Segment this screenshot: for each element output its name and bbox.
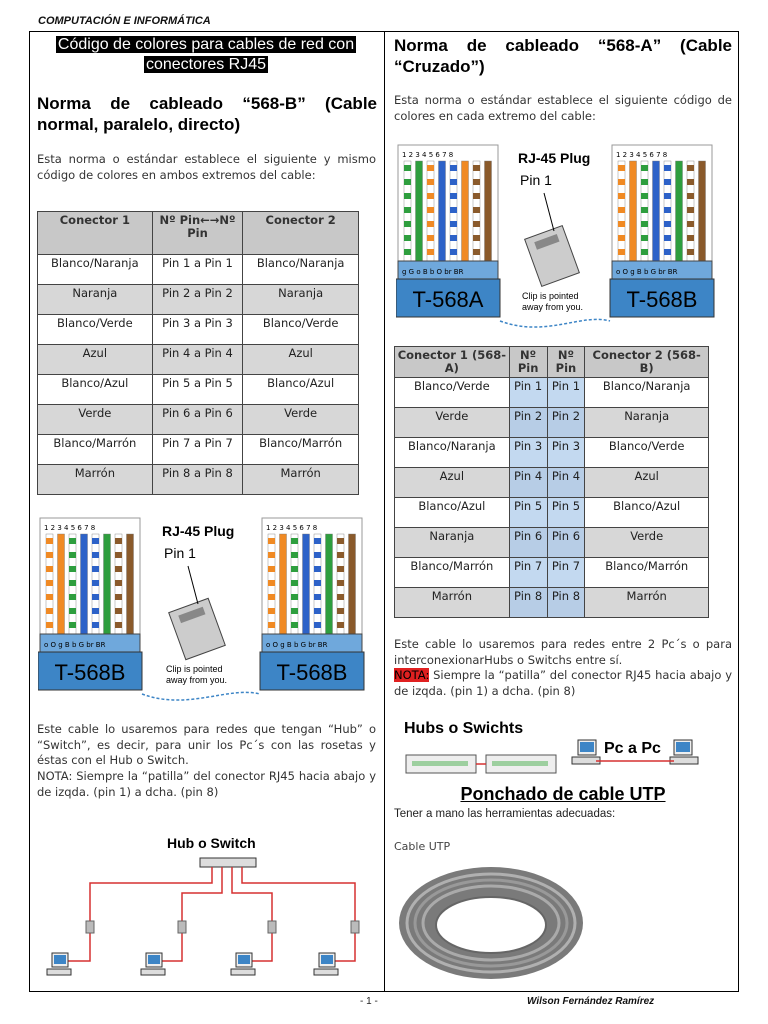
wall-jack [86, 921, 94, 933]
table-cell: Verde [243, 405, 359, 435]
title-banner [38, 35, 374, 75]
document-header: COMPUTACIÓN E INFORMÁTICA [38, 15, 211, 27]
wire-stripe [314, 566, 321, 572]
table-cell: Pin 8 [547, 588, 585, 618]
intro-568b: Esta norma o estándar establece el siguiente y mismo código de colores en ambos extremos del cable: [37, 152, 376, 182]
wire-stripe [664, 249, 671, 255]
table-row [38, 435, 359, 465]
wire-stripe [427, 207, 434, 213]
table-cell: Azul [585, 468, 709, 498]
wire-stripe [46, 608, 53, 614]
pc-icon [670, 740, 698, 764]
plug-title: RJ-45 Plug [518, 150, 591, 166]
author-name: Wilson Fernández Ramírez [527, 996, 655, 1007]
nota-568b: NOTA: Siempre la “patilla” del conector RJ45 hacia abajo y de izqda. (pin 1) a dcha. (pin 8) [37, 769, 376, 799]
wire-stripe [664, 221, 671, 227]
standard-label: T-568B [276, 660, 348, 685]
table-cell: Verde [395, 408, 510, 438]
table-cell: Blanco/Azul [38, 375, 153, 405]
table-cell: Blanco/Marrón [243, 435, 359, 465]
wire-stripe [92, 608, 99, 614]
plug-icon [525, 193, 580, 286]
wire-stripe [427, 221, 434, 227]
table-cell: Blanco/Verde [585, 438, 709, 468]
page-number: - 1 - [360, 996, 378, 1007]
table-cell: Blanco/Marrón [585, 558, 709, 588]
table-row [38, 345, 359, 375]
table-cell: Pin 4 [509, 468, 547, 498]
pin-numbers: 1 2 3 4 5 6 7 8 [616, 151, 668, 159]
wire-stripe [46, 538, 53, 544]
right-connector [610, 145, 714, 317]
table-cell: Blanco/Naranja [243, 255, 359, 285]
network-links [68, 867, 355, 961]
table-cell: Pin 7 [547, 558, 585, 588]
table-cell: Pin 3 a Pin 3 [152, 315, 243, 345]
pc-icon [231, 953, 255, 975]
pin-numbers: 1 2 3 4 5 6 7 8 [44, 524, 96, 532]
table-cell: Marrón [585, 588, 709, 618]
crossover-use-diagram [400, 713, 730, 793]
table-cell: Naranja [243, 285, 359, 315]
wire-stripe [69, 622, 76, 628]
wire-strand [104, 534, 111, 634]
wire-stripe [268, 622, 275, 628]
left-connector [38, 518, 142, 690]
table-cell: Blanco/Verde [395, 378, 510, 408]
standard-label: T-568B [626, 287, 698, 312]
wire-stripe [427, 165, 434, 171]
wire-stripe [115, 580, 122, 586]
wire-stripe [291, 580, 298, 586]
cable-line [142, 692, 260, 700]
wire-stripe [115, 552, 122, 558]
wire-stripe [427, 193, 434, 199]
wire-stripe [618, 249, 625, 255]
wire-stripe [641, 221, 648, 227]
wire-stripe [314, 608, 321, 614]
wire-strand [349, 534, 356, 634]
wire-stripe [404, 165, 411, 171]
table-cell: Blanco/Azul [585, 498, 709, 528]
table-cell: Blanco/Verde [38, 315, 153, 345]
wire-stripe [687, 165, 694, 171]
pin-numbers: 1 2 3 4 5 6 7 8 [402, 151, 454, 159]
table-header: Nº Pin [509, 347, 547, 378]
wire-stripe [337, 608, 344, 614]
wire-stripe [473, 193, 480, 199]
table-header: Nº Pin [547, 347, 585, 378]
wire-stripe [404, 249, 411, 255]
table-row [395, 408, 709, 438]
wire-stripe [618, 193, 625, 199]
table-cell: Blanco/Azul [395, 498, 510, 528]
wire-stripe [268, 566, 275, 572]
wire-stripe [314, 580, 321, 586]
clip-note: Clip is pointed [166, 664, 223, 674]
wire-stripe [92, 566, 99, 572]
table-header: Conector 2 (568-B) [585, 347, 709, 378]
nota-text: Siempre la “patilla” del conector RJ45 hacia abajo y de izqda. (pin 1) a dcha. (pin 8) [394, 668, 732, 698]
wire-stripe [404, 207, 411, 213]
table-cell: Blanco/Marrón [38, 435, 153, 465]
table-cell: Pin 8 a Pin 8 [152, 465, 243, 495]
table-cell: Pin 5 a Pin 5 [152, 375, 243, 405]
wire-stripe [115, 594, 122, 600]
table-cell: Marrón [395, 588, 510, 618]
wire-strand [439, 161, 446, 261]
table-cell: Pin 2 a Pin 2 [152, 285, 243, 315]
wire-codes: o O g B b G br BR [616, 268, 678, 276]
table-cell: Blanco/Naranja [585, 378, 709, 408]
table-cell: Pin 8 [509, 588, 547, 618]
wire-stripe [291, 622, 298, 628]
pin-numbers: 1 2 3 4 5 6 7 8 [266, 524, 318, 532]
ponchado-title: Ponchado de cable UTP [460, 784, 666, 804]
wire-strand [462, 161, 469, 261]
wire-stripe [314, 594, 321, 600]
standard-label: T-568A [412, 287, 484, 312]
wire-strand [699, 161, 706, 261]
wire-stripe [473, 235, 480, 241]
table-cell: Azul [395, 468, 510, 498]
wire-stripe [473, 249, 480, 255]
wall-jack [268, 921, 276, 933]
wire-stripe [687, 221, 694, 227]
pc-icon [141, 953, 165, 975]
wire-stripe [687, 235, 694, 241]
wall-jack [351, 921, 359, 933]
wire-stripe [69, 580, 76, 586]
pin-table-568b [37, 211, 359, 495]
wire-strand [81, 534, 88, 634]
wire-stripe [450, 179, 457, 185]
wire-stripe [641, 235, 648, 241]
table-header: Conector 2 [243, 212, 359, 255]
table-cell: Pin 6 [547, 528, 585, 558]
wire-stripe [618, 221, 625, 227]
wire-stripe [337, 566, 344, 572]
wire-stripe [337, 538, 344, 544]
nota-label: NOTA: [394, 668, 430, 682]
table-cell: Naranja [585, 408, 709, 438]
table-row [38, 315, 359, 345]
heading-568b: Norma de cableado “568-B” (Cable normal, paralelo, directo) [37, 94, 377, 134]
clip-note: away from you. [522, 302, 584, 312]
wire-stripe [92, 538, 99, 544]
table-cell: Azul [243, 345, 359, 375]
table-cell: Pin 2 [509, 408, 547, 438]
utp-cable-coil-image [396, 857, 586, 982]
wire-stripe [92, 622, 99, 628]
intro-568a: Esta norma o estándar establece el siguiente código de colores en cada extremo del cable: [394, 93, 732, 123]
wire-stripe [450, 193, 457, 199]
table-header: Conector 1 (568-A) [395, 347, 510, 378]
wire-stripe [641, 179, 648, 185]
wire-stripe [664, 207, 671, 213]
table-cell: Pin 2 [547, 408, 585, 438]
table-cell: Pin 7 a Pin 7 [152, 435, 243, 465]
clip-note: Clip is pointed [522, 291, 579, 301]
table-header: Conector 1 [38, 212, 153, 255]
table-cell: Naranja [395, 528, 510, 558]
wire-stripe [291, 538, 298, 544]
wire-stripe [404, 179, 411, 185]
wire-stripe [473, 179, 480, 185]
wire-stripe [115, 566, 122, 572]
table-cell: Pin 5 [547, 498, 585, 528]
wire-stripe [664, 235, 671, 241]
rj45-diagram-568a [396, 143, 726, 328]
wire-stripe [450, 235, 457, 241]
pc-icon [314, 953, 338, 975]
wire-stripe [618, 179, 625, 185]
plug-title: RJ-45 Plug [162, 523, 235, 539]
wire-stripe [641, 193, 648, 199]
table-row [38, 405, 359, 435]
wire-stripe [664, 165, 671, 171]
table-cell: Marrón [38, 465, 153, 495]
right-connector [260, 518, 364, 690]
hub-topology-diagram [42, 831, 372, 991]
table-cell: Pin 6 [509, 528, 547, 558]
wire-stripe [641, 207, 648, 213]
standard-label: T-568B [54, 660, 126, 685]
wire-strand [416, 161, 423, 261]
wire-stripe [46, 552, 53, 558]
pc-label: Pc a Pc [604, 740, 661, 757]
wire-stripe [291, 608, 298, 614]
wire-stripe [314, 552, 321, 558]
wire-strand [280, 534, 287, 634]
table-row [38, 465, 359, 495]
wire-stripe [69, 552, 76, 558]
banner-line-2: conectores RJ45 [145, 56, 267, 73]
table-row [395, 498, 709, 528]
usage-568a: Este cable lo usaremos para redes entre 2 Pc´s o para interconexionarHubs o Switchs entre sí. [394, 637, 732, 667]
wire-stripe [687, 179, 694, 185]
wire-stripe [687, 207, 694, 213]
wire-stripe [115, 608, 122, 614]
table-cell: Pin 5 [509, 498, 547, 528]
rj45-diagram-568b [38, 516, 374, 701]
clip-note: away from you. [166, 675, 228, 685]
wire-stripe [641, 165, 648, 171]
table-cell: Naranja [38, 285, 153, 315]
table-cell: Pin 4 a Pin 4 [152, 345, 243, 375]
cable-utp-label: Cable UTP [394, 840, 451, 853]
hub-icon [200, 858, 256, 867]
cable-line [500, 319, 610, 327]
wire-strand [58, 534, 65, 634]
table-cell: Marrón [243, 465, 359, 495]
wire-stripe [268, 552, 275, 558]
wire-stripe [69, 538, 76, 544]
table-cell: Verde [585, 528, 709, 558]
wire-stripe [92, 580, 99, 586]
table-cell: Pin 3 [509, 438, 547, 468]
table-cell: Pin 7 [509, 558, 547, 588]
wire-stripe [46, 580, 53, 586]
nota-568a [394, 668, 732, 699]
table-cell: Azul [38, 345, 153, 375]
pin-table-568a [394, 346, 709, 618]
wire-stripe [473, 165, 480, 171]
wire-stripe [641, 249, 648, 255]
column-divider [384, 31, 385, 992]
wall-jack [178, 921, 186, 933]
table-cell: Blanco/Azul [243, 375, 359, 405]
wire-stripe [337, 580, 344, 586]
wire-codes: o O g B b G br BR [44, 641, 106, 649]
wire-stripe [687, 193, 694, 199]
wire-stripe [618, 207, 625, 213]
wire-strand [326, 534, 333, 634]
wire-stripe [664, 179, 671, 185]
wire-stripe [450, 207, 457, 213]
wire-stripe [46, 566, 53, 572]
wire-stripe [427, 179, 434, 185]
table-row [395, 378, 709, 408]
wire-strand [485, 161, 492, 261]
wire-stripe [69, 566, 76, 572]
wire-stripe [337, 622, 344, 628]
wire-stripe [92, 594, 99, 600]
wire-stripe [427, 249, 434, 255]
hub-label: Hub o Switch [167, 835, 256, 851]
wire-stripe [69, 594, 76, 600]
table-row [395, 468, 709, 498]
wire-strand [676, 161, 683, 261]
wire-strand [303, 534, 310, 634]
wire-stripe [268, 538, 275, 544]
wire-stripe [450, 221, 457, 227]
wire-codes: o O g B b G br BR [266, 641, 328, 649]
table-cell: Blanco/Naranja [395, 438, 510, 468]
pin1-label: Pin 1 [164, 545, 196, 561]
table-cell: Blanco/Naranja [38, 255, 153, 285]
usage-568b: Este cable lo usaremos para redes que tengan “Hub” o “Switch”, es decir, para unir los Pc´s con las rosetas y éstas con el Hub o Switch. [37, 722, 376, 767]
table-cell: Pin 1 [509, 378, 547, 408]
banner-line-1: Código de colores para cables de red con [57, 36, 355, 53]
wire-stripe [46, 622, 53, 628]
table-cell: Pin 1 a Pin 1 [152, 255, 243, 285]
table-cell: Pin 4 [547, 468, 585, 498]
wire-strand [630, 161, 637, 261]
plug-icon [169, 566, 226, 660]
heading-568a: Norma de cableado “568-A” (Cable “Cruzado”) [394, 36, 732, 76]
wire-stripe [687, 249, 694, 255]
wire-strand [653, 161, 660, 261]
wire-stripe [291, 566, 298, 572]
ponchado-subtitle: Tener a mano las herramientas adecuadas: [394, 808, 616, 820]
pc-icon [572, 740, 600, 764]
wire-stripe [664, 193, 671, 199]
table-cell: Blanco/Marrón [395, 558, 510, 588]
table-row [38, 375, 359, 405]
table-row [395, 558, 709, 588]
wire-codes: g G o B b O br BR [402, 268, 464, 276]
table-cell: Pin 1 [547, 378, 585, 408]
table-row [395, 588, 709, 618]
wire-stripe [427, 235, 434, 241]
wire-stripe [618, 165, 625, 171]
table-cell: Pin 3 [547, 438, 585, 468]
hubs-label: Hubs o Swichts [404, 720, 524, 737]
wire-stripe [115, 538, 122, 544]
wire-stripe [268, 594, 275, 600]
wire-stripe [46, 594, 53, 600]
pc-icon [47, 953, 71, 975]
pin1-label: Pin 1 [520, 172, 552, 188]
table-cell: Pin 6 a Pin 6 [152, 405, 243, 435]
wire-stripe [268, 608, 275, 614]
wire-stripe [115, 622, 122, 628]
table-cell: Verde [38, 405, 153, 435]
wire-stripe [92, 552, 99, 558]
wire-stripe [618, 235, 625, 241]
left-connector [396, 145, 500, 317]
table-cell: Blanco/Verde [243, 315, 359, 345]
wire-stripe [337, 594, 344, 600]
wire-stripe [450, 165, 457, 171]
wire-stripe [314, 622, 321, 628]
table-row [38, 285, 359, 315]
wire-stripe [473, 207, 480, 213]
wire-stripe [291, 552, 298, 558]
table-row [395, 438, 709, 468]
wire-stripe [314, 538, 321, 544]
wire-strand [127, 534, 134, 634]
wire-stripe [404, 221, 411, 227]
wire-stripe [268, 580, 275, 586]
wire-stripe [404, 193, 411, 199]
wire-stripe [450, 249, 457, 255]
wire-stripe [404, 235, 411, 241]
wire-stripe [337, 552, 344, 558]
table-row [395, 528, 709, 558]
table-header: Nº Pin←→Nº Pin [152, 212, 243, 255]
table-row [38, 255, 359, 285]
wire-stripe [69, 608, 76, 614]
wire-stripe [291, 594, 298, 600]
wire-stripe [473, 221, 480, 227]
